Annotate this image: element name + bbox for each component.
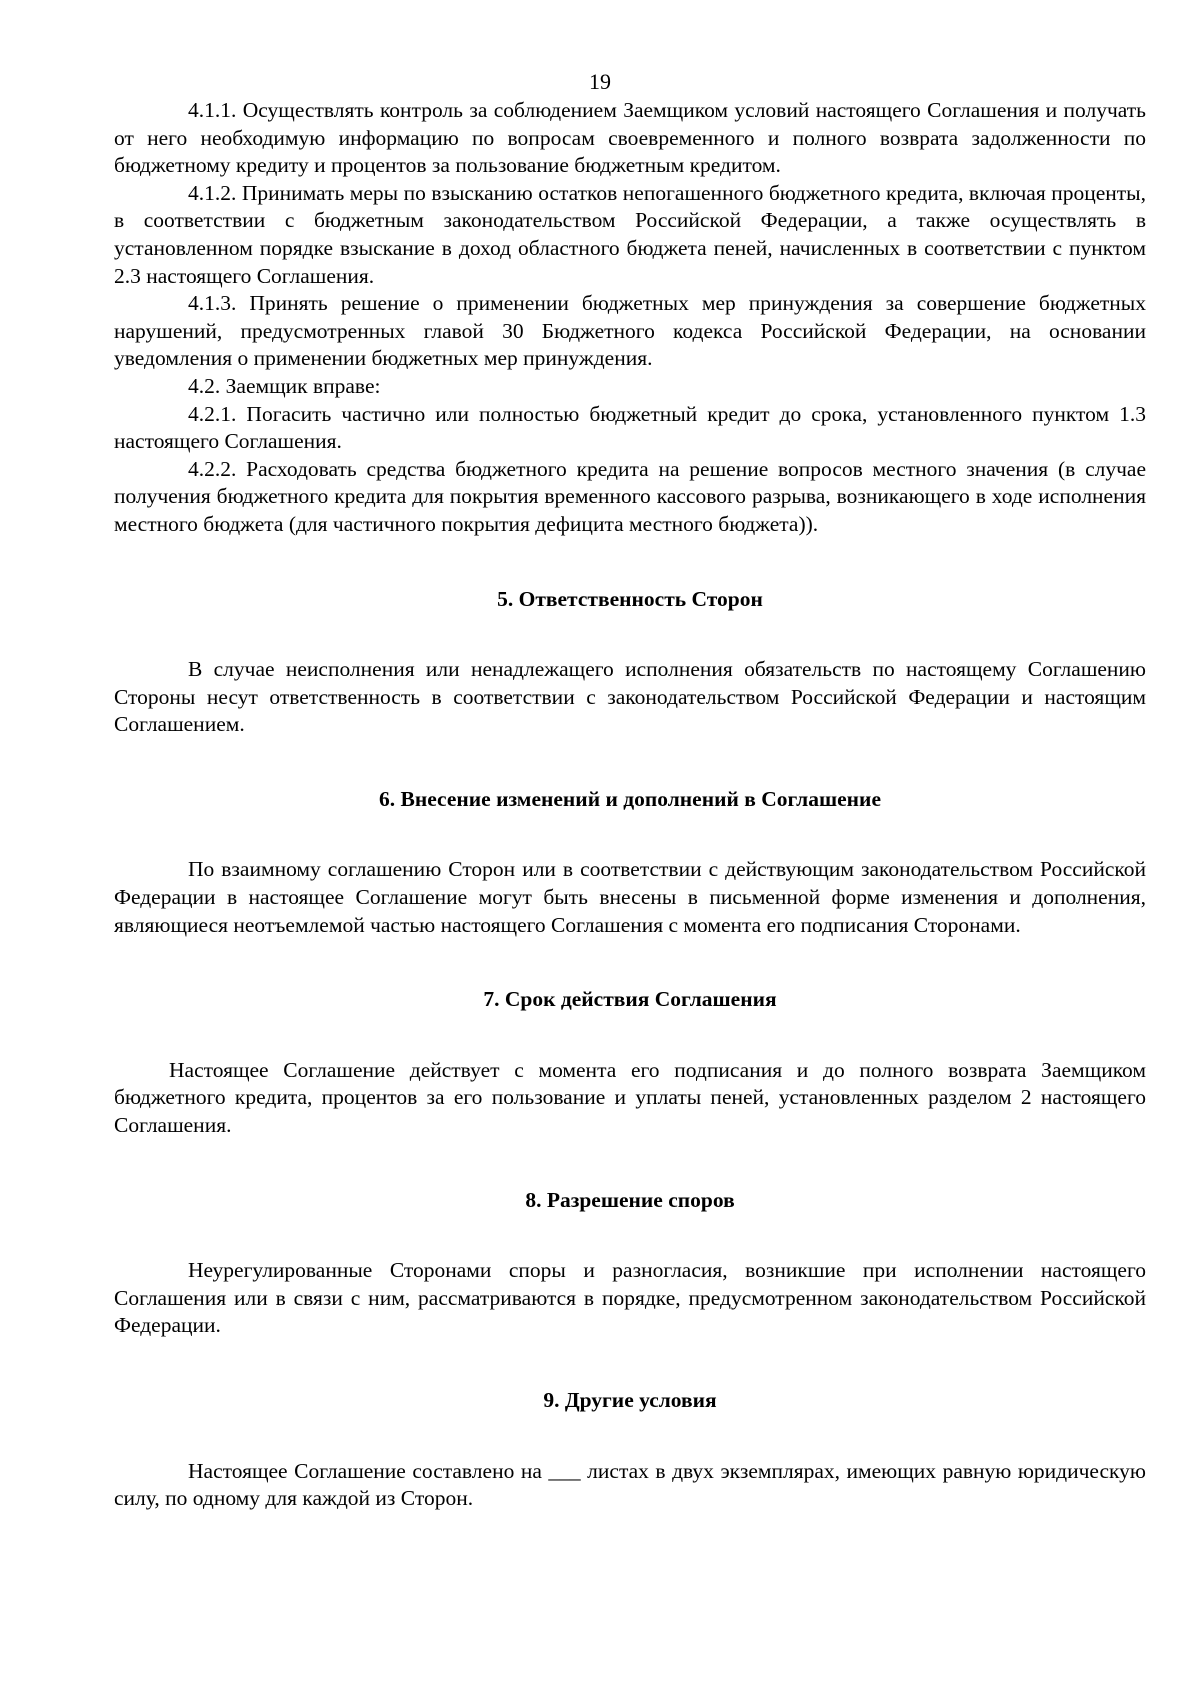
section-heading-5: 5. Ответственность Сторон — [497, 586, 763, 611]
section-text-8: Неурегулированные Сторонами споры и разногласия, возникшие при исполнении настоящего Соглашения или в связи с ним, рассматриваются в порядке, предусмотренном законодательством Российской Федерации. — [114, 1258, 1146, 1338]
section-heading-8: 8. Разрешение споров — [525, 1187, 735, 1212]
section-text-9: Настоящее Соглашение составлено на ___ листах в двух экземплярах, имеющих равную юридическую силу, по одному для каждой из Сторон. — [114, 1458, 1146, 1511]
clause-4-2-1: 4.2.1. Погасить частично или полностью бюджетный кредит до срока, установленного пунктом 1.3 настоящего Соглашения. — [114, 401, 1146, 454]
clause-4-2-2: 4.2.2. Расходовать средства бюджетного кредита на решение вопросов местного значения (в случае получения бюджетного кредита для покрытия временного кассового разрыва, возникающего в ходе исполнения местного бюджета (для частичного покрытия дефицита местного бюджета)). — [114, 456, 1146, 536]
section-text-5: В случае неисполнения или ненадлежащего исполнения обязательств по настоящему Соглашению Стороны несут ответственность в соответствии с законодательством Российской Федерации и настоящим Соглашением. — [114, 657, 1146, 737]
section-text-6: По взаимному соглашению Сторон или в соответствии с действующим законодательством Российской Федерации в настоящее Соглашение могут быть внесены в письменной форме изменения и дополнения, являющиеся неотъемлемой частью настоящего Соглашения с момента его подписания Сторонами. — [114, 857, 1146, 937]
section-text-7: Настоящее Соглашение действует с момента его подписания и до полного возврата Заемщиком бюджетного кредита, процентов за его пользование и уплаты пеней, установленных разделом 2 настоящего Соглашения. — [114, 1057, 1146, 1138]
document-body — [114, 97, 1146, 1513]
clause-4-1-1: 4.1.1. Осуществлять контроль за соблюдением Заемщиком условий настоящего Соглашения и получать от него необходимую информацию по вопросам своевременного и полного возврата задолженности по бюджетному кредиту и процентов за пользование бюджетным кредитом. — [114, 98, 1146, 178]
section-heading-7: 7. Срок действия Соглашения — [483, 987, 777, 1012]
page-number: 19 — [589, 69, 611, 94]
section-heading-6: 6. Внесение изменений и дополнений в Соглашение — [379, 786, 881, 811]
section-heading-9: 9. Другие условия — [543, 1388, 717, 1412]
clause-4-1-3: 4.1.3. Принять решение о применении бюджетных мер принуждения за совершение бюджетных нарушений, предусмотренных главой 30 Бюджетного кодекса Российской Федерации, на основании уведомления о применении бюджетных мер принуждения. — [114, 291, 1146, 371]
clause-4-1-2: 4.1.2. Принимать меры по взысканию остатков непогашенного бюджетного кредита, включая проценты, в соответствии с бюджетным законодательством Российской Федерации, а также осуществлять в установленном порядке взыскание в доход областного бюджета пеней, начисленных в соответствии с пунктом 2.3 настоящего Соглашения. — [114, 180, 1146, 288]
clause-4-2: 4.2. Заемщик вправе: — [188, 373, 381, 398]
